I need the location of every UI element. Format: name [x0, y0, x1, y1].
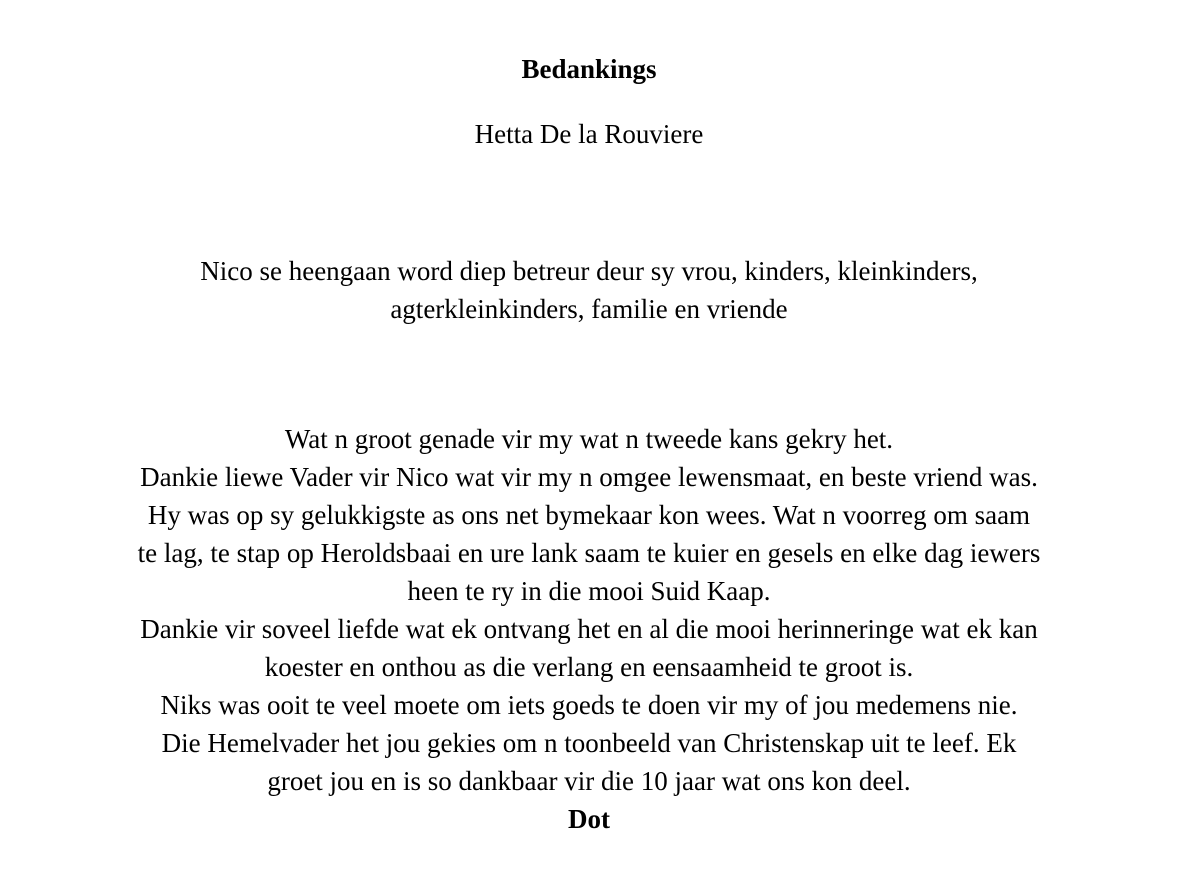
tribute-line: koester en onthou as die verlang en eensaamheid te groot is. — [264, 652, 914, 682]
mourning-line: Nico se heengaan word diep betreur deur sy vrou, kinders, kleinkinders, — [200, 256, 978, 286]
document-title: Bedankings — [521, 54, 657, 84]
tribute-line: groet jou en is so dankbaar vir die 10 jaar wat ons kon deel. — [267, 766, 911, 796]
tribute-line: Die Hemelvader het jou gekies om n toonbeeld van Christenskap uit te leef. Ek — [161, 728, 1017, 758]
tribute-line: Hy was op sy gelukkigste as ons net bymekaar kon wees. Wat n voorreg om saam — [147, 500, 1031, 530]
tribute-line: Niks was ooit te veel moete om iets goeds te doen vir my of jou medemens nie. — [160, 690, 1018, 720]
tribute-text — [0, 420, 1178, 838]
tribute-line: te lag, te stap op Heroldsbaai en ure lank saam te kuier en gesels en elke dag iewers — [137, 538, 1041, 568]
tribute-line: Wat n groot genade vir my wat n tweede kans gekry het. — [284, 424, 894, 454]
author-name: Hetta De la Rouviere — [474, 119, 704, 149]
mourning-line: agterkleinkinders, familie en vriende — [390, 294, 788, 324]
tribute-line: Dankie vir soveel liefde wat ek ontvang het en al die mooi herinneringe wat ek kan — [140, 614, 1038, 644]
mourning-notice — [0, 252, 1178, 328]
tribute-line: heen te ry in die mooi Suid Kaap. — [407, 576, 771, 606]
signature: Dot — [568, 804, 610, 834]
tribute-line: Dankie liewe Vader vir Nico wat vir my n omgee lewensmaat, en beste vriend was. — [140, 462, 1038, 492]
